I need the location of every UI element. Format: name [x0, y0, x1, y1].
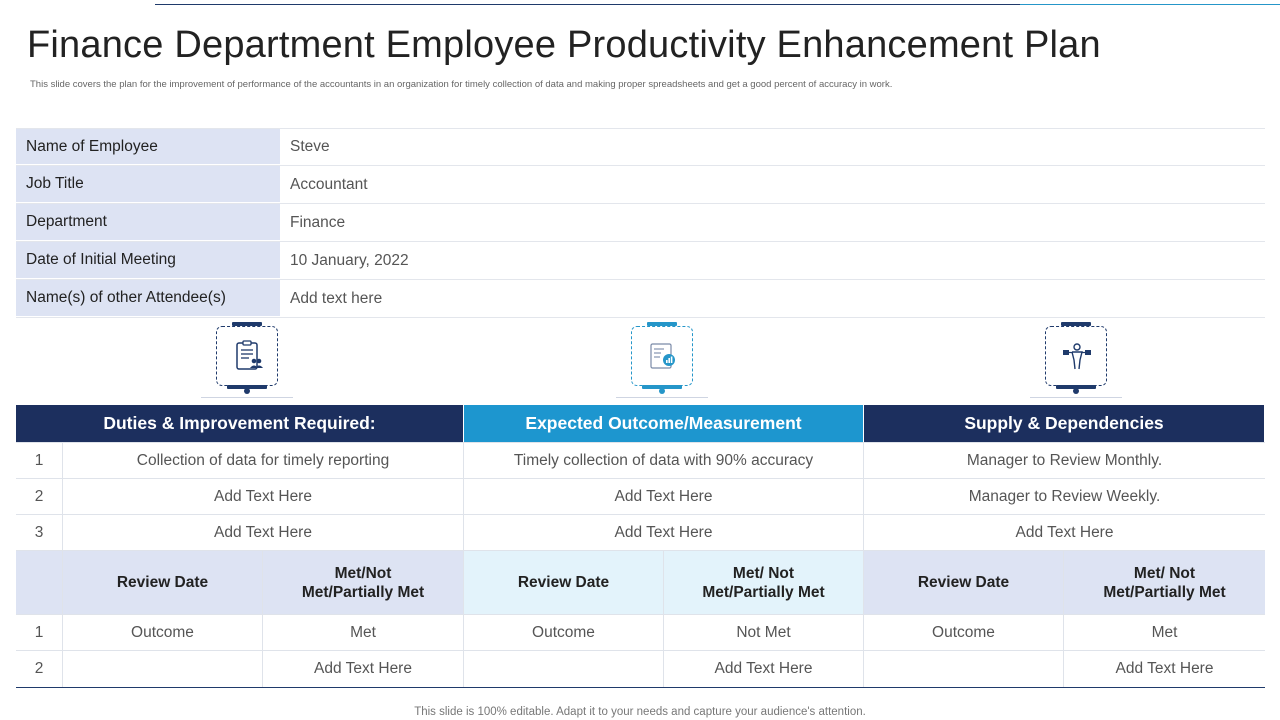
info-row	[16, 166, 1265, 204]
outcome-cell[interactable]: Add Text Here	[464, 515, 864, 550]
info-label: Name(s) of other Attendee(s)	[16, 280, 280, 317]
duties-cell[interactable]: Add Text Here	[63, 479, 464, 514]
page-title: Finance Department Employee Productivity Enhancement Plan	[27, 24, 1101, 66]
supply-cell[interactable]: Add Text Here	[1015, 523, 1114, 541]
review-date-header: Review Date	[464, 551, 664, 614]
info-row	[16, 204, 1265, 242]
review-date-cell[interactable]: Outcome	[63, 615, 263, 650]
page-subtitle: This slide covers the plan for the improvement of performance of the accountants in an organization for timely collection of data and making proper spreadsheets and get a good percent of accuracy in work.	[30, 79, 893, 90]
supply-cell[interactable]: Manager to Review Monthly.	[966, 451, 1163, 469]
review-date-header: Review Date	[864, 551, 1064, 614]
met-status-cell[interactable]: Add Text Here	[263, 651, 464, 687]
table-row	[16, 443, 1265, 479]
review-date-cell[interactable]: Outcome	[864, 615, 1064, 650]
icon-holder-outcome	[616, 322, 708, 400]
info-value[interactable]: 10 January, 2022	[290, 251, 409, 269]
plan-table	[16, 405, 1265, 688]
met-status-cell[interactable]: Not Met	[664, 615, 864, 650]
review-header-blank	[16, 551, 63, 614]
review-row	[16, 651, 1265, 687]
table-row	[16, 515, 1265, 551]
met-status-header: Met/ Not Met/Partially Met	[1064, 551, 1265, 614]
outcome-cell[interactable]: Add Text Here	[464, 479, 864, 514]
row-number: 2	[16, 651, 63, 687]
review-header-row	[16, 551, 1265, 615]
supply-cell[interactable]: Manager to Review Weekly.	[968, 487, 1161, 505]
icon-holder-duties	[201, 322, 293, 400]
row-number: 3	[16, 515, 63, 550]
info-label: Date of Initial Meeting	[16, 242, 280, 279]
outcome-cell[interactable]: Timely collection of data with 90% accuracy	[464, 443, 864, 478]
info-value[interactable]: Steve	[290, 138, 330, 155]
icon-holder-supply	[1030, 322, 1122, 400]
info-row	[16, 242, 1265, 280]
header-duties: Duties & Improvement Required:	[16, 405, 464, 442]
info-label: Department	[16, 204, 280, 241]
review-date-header: Review Date	[63, 551, 263, 614]
info-label: Name of Employee	[16, 129, 280, 165]
met-status-header: Met/ Not Met/Partially Met	[664, 551, 864, 614]
review-date-cell[interactable]	[63, 651, 263, 687]
report-chart-icon	[648, 340, 678, 372]
review-date-cell[interactable]	[464, 651, 664, 687]
met-status-header: Met/Not Met/Partially Met	[263, 551, 464, 614]
row-number: 2	[16, 479, 63, 514]
duties-cell[interactable]: Add Text Here	[63, 515, 464, 550]
review-date-cell[interactable]	[864, 651, 1064, 687]
review-date-cell[interactable]: Outcome	[464, 615, 664, 650]
header-supply: Supply & Dependencies	[864, 405, 1265, 442]
info-row	[16, 280, 1265, 318]
info-value[interactable]: Add text here	[290, 289, 383, 307]
met-status-cell[interactable]: Add Text Here	[1115, 660, 1214, 677]
met-status-cell[interactable]: Add Text Here	[664, 651, 864, 687]
met-status-cell[interactable]: Met	[263, 615, 464, 650]
row-number: 1	[16, 615, 63, 650]
met-status-cell[interactable]: Met	[1151, 623, 1178, 641]
info-label: Job Title	[16, 166, 280, 203]
clipboard-team-icon	[233, 340, 263, 372]
info-value[interactable]: Finance	[290, 213, 346, 231]
info-value[interactable]: Accountant	[290, 175, 368, 193]
info-row	[16, 128, 1265, 166]
table-header-row	[16, 405, 1265, 443]
employee-info-table	[16, 128, 1265, 318]
person-arrows-icon	[1062, 340, 1092, 372]
top-accent-line	[155, 4, 1280, 6]
footer-note: This slide is 100% editable. Adapt it to your needs and capture your audience's attention.	[414, 706, 866, 718]
review-row	[16, 615, 1265, 651]
header-outcome: Expected Outcome/Measurement	[464, 405, 864, 442]
duties-cell[interactable]: Collection of data for timely reporting	[63, 443, 464, 478]
row-number: 1	[16, 443, 63, 478]
table-row	[16, 479, 1265, 515]
